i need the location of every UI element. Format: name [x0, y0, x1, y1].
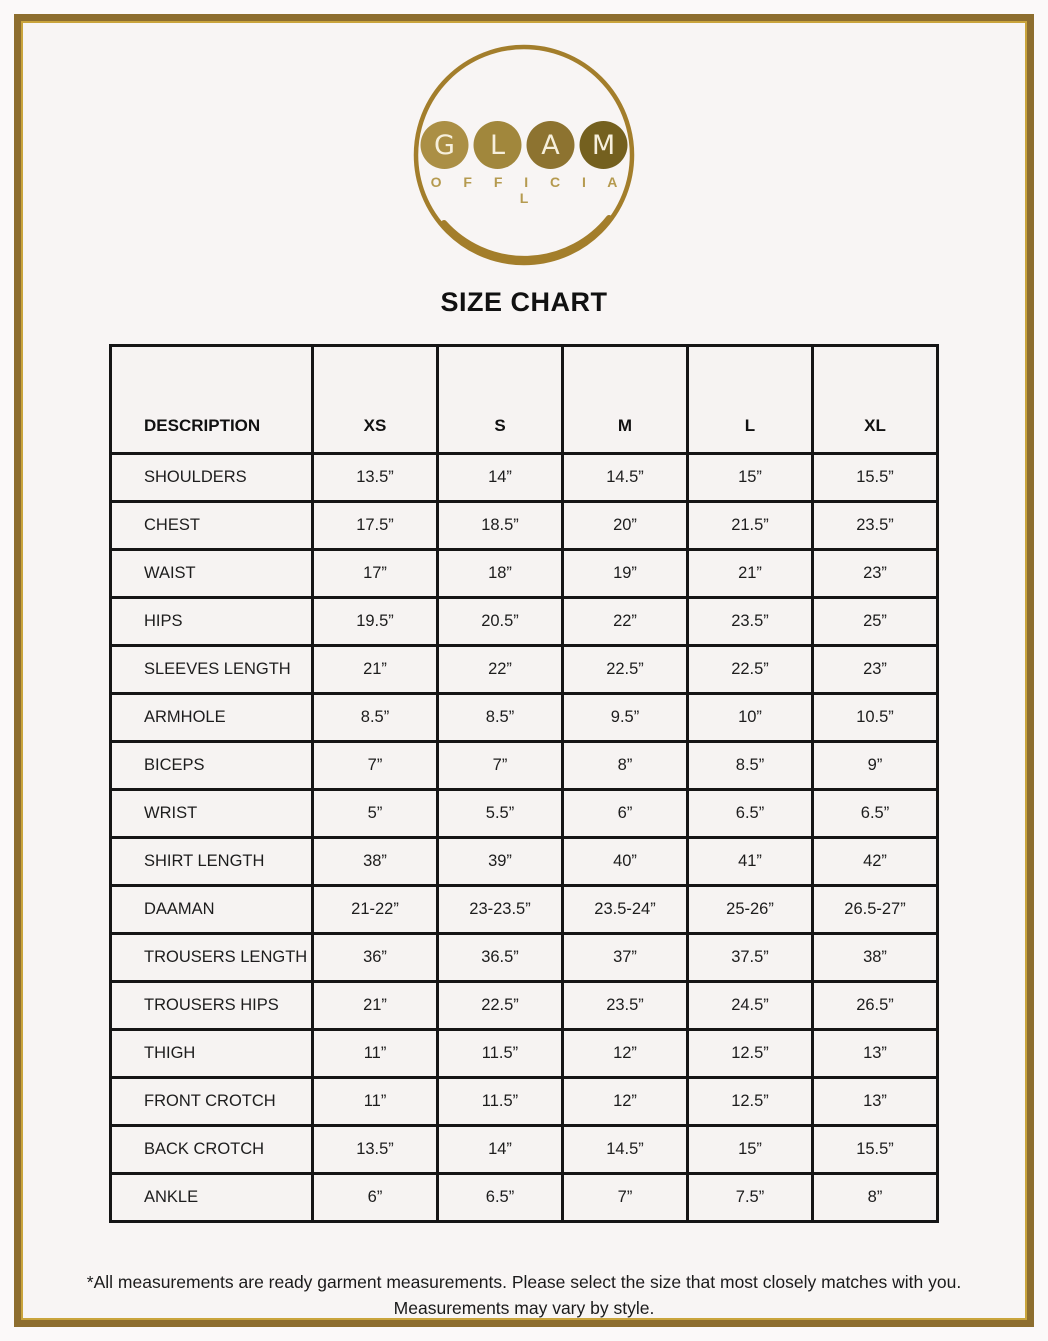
table-row-waist [111, 550, 938, 598]
table-head [111, 346, 938, 454]
measurement-cell-m: 22.5” [563, 646, 688, 694]
measurement-cell-m: 9.5” [563, 694, 688, 742]
measurement-cell-xs: 36” [313, 934, 438, 982]
measurement-cell-xs: 7” [313, 742, 438, 790]
measurement-cell-l: 10” [688, 694, 813, 742]
measurement-cell-m: 14.5” [563, 454, 688, 502]
table-row-shoulders [111, 454, 938, 502]
measurement-cell-xs: 17.5” [313, 502, 438, 550]
table-row-sleeves-length [111, 646, 938, 694]
measurement-cell-xs: 13.5” [313, 1126, 438, 1174]
measurement-cell-xs: 21” [313, 646, 438, 694]
measurement-cell-xs: 19.5” [313, 598, 438, 646]
brand-logo [409, 43, 639, 271]
measurement-cell-s: 22” [438, 646, 563, 694]
logo-letter-circle-g: G [421, 121, 469, 169]
measurement-cell-l: 21” [688, 550, 813, 598]
measurement-cell-xl: 6.5” [813, 790, 938, 838]
table-row-shirt-length [111, 838, 938, 886]
measurement-cell-s: 11.5” [438, 1078, 563, 1126]
measurement-cell-s: 5.5” [438, 790, 563, 838]
measurement-cell-s: 23-23.5” [438, 886, 563, 934]
measurement-cell-m: 40” [563, 838, 688, 886]
measurement-cell-xl: 38” [813, 934, 938, 982]
measurement-cell-s: 18” [438, 550, 563, 598]
measurement-cell-s: 18.5” [438, 502, 563, 550]
row-label: TROUSERS LENGTH [111, 934, 313, 982]
table-row-front-crotch [111, 1078, 938, 1126]
measurement-cell-l: 6.5” [688, 790, 813, 838]
logo-ring-brush-accent [444, 218, 609, 259]
footer-note [21, 1269, 1027, 1322]
table-row-thigh [111, 1030, 938, 1078]
row-label: WAIST [111, 550, 313, 598]
size-chart-table [109, 344, 939, 1223]
row-label: SHOULDERS [111, 454, 313, 502]
row-label: BACK CROTCH [111, 1126, 313, 1174]
row-label: HIPS [111, 598, 313, 646]
measurement-cell-s: 11.5” [438, 1030, 563, 1078]
table-row-trousers-length [111, 934, 938, 982]
measurement-cell-l: 41” [688, 838, 813, 886]
column-header-xs: XS [313, 346, 438, 454]
footer-line-2: Measurements may vary by style. [393, 1298, 655, 1319]
measurement-cell-xs: 13.5” [313, 454, 438, 502]
table-body [111, 454, 938, 1222]
measurement-cell-xs: 38” [313, 838, 438, 886]
measurement-cell-m: 8” [563, 742, 688, 790]
measurement-cell-l: 12.5” [688, 1078, 813, 1126]
gold-frame [14, 14, 1034, 1327]
measurement-cell-s: 8.5” [438, 694, 563, 742]
measurement-cell-l: 22.5” [688, 646, 813, 694]
row-label: SHIRT LENGTH [111, 838, 313, 886]
measurement-cell-l: 25-26” [688, 886, 813, 934]
measurement-cell-xl: 8” [813, 1174, 938, 1222]
content-area [21, 21, 1027, 1322]
column-header-xl: XL [813, 346, 938, 454]
logo-letters [421, 121, 628, 169]
table-row-trousers-hips [111, 982, 938, 1030]
column-header-l: L [688, 346, 813, 454]
measurement-cell-m: 37” [563, 934, 688, 982]
measurement-cell-xs: 8.5” [313, 694, 438, 742]
measurement-cell-m: 7” [563, 1174, 688, 1222]
measurement-cell-l: 15” [688, 454, 813, 502]
measurement-cell-s: 20.5” [438, 598, 563, 646]
logo-letter-circle-a: A [527, 121, 575, 169]
measurement-cell-l: 7.5” [688, 1174, 813, 1222]
measurement-cell-xs: 6” [313, 1174, 438, 1222]
measurement-cell-l: 23.5” [688, 598, 813, 646]
measurement-cell-m: 19” [563, 550, 688, 598]
table-row-armhole [111, 694, 938, 742]
row-label: ANKLE [111, 1174, 313, 1222]
row-label: FRONT CROTCH [111, 1078, 313, 1126]
table-row-ankle [111, 1174, 938, 1222]
table-row-daaman [111, 886, 938, 934]
measurement-cell-xl: 23” [813, 646, 938, 694]
measurement-cell-xl: 13” [813, 1030, 938, 1078]
measurement-cell-xl: 9” [813, 742, 938, 790]
measurement-cell-xl: 13” [813, 1078, 938, 1126]
logo-subtitle: O F F I C I A L [430, 174, 627, 206]
measurement-cell-xs: 5” [313, 790, 438, 838]
measurement-cell-s: 14” [438, 1126, 563, 1174]
measurement-cell-s: 39” [438, 838, 563, 886]
measurement-cell-m: 20” [563, 502, 688, 550]
table-row-hips [111, 598, 938, 646]
footer-line-1: *All measurements are ready garment measurements. Please select the size that most closely matches with you. [86, 1272, 962, 1292]
row-label: CHEST [111, 502, 313, 550]
row-label: THIGH [111, 1030, 313, 1078]
measurement-cell-m: 6” [563, 790, 688, 838]
measurement-cell-xs: 21” [313, 982, 438, 1030]
measurement-cell-xl: 26.5” [813, 982, 938, 1030]
column-header-s: S [438, 346, 563, 454]
measurement-cell-xl: 26.5-27” [813, 886, 938, 934]
table-row-biceps [111, 742, 938, 790]
logo-letter-circle-l: L [474, 121, 522, 169]
measurement-cell-xl: 42” [813, 838, 938, 886]
measurement-cell-xl: 25” [813, 598, 938, 646]
measurement-cell-l: 8.5” [688, 742, 813, 790]
measurement-cell-xs: 11” [313, 1030, 438, 1078]
row-label: TROUSERS HIPS [111, 982, 313, 1030]
column-header-m: M [563, 346, 688, 454]
row-label: DAAMAN [111, 886, 313, 934]
measurement-cell-m: 23.5-24” [563, 886, 688, 934]
measurement-cell-s: 22.5” [438, 982, 563, 1030]
page-title: SIZE CHART [440, 287, 608, 317]
header-row [111, 346, 938, 454]
measurement-cell-l: 21.5” [688, 502, 813, 550]
table-row-chest [111, 502, 938, 550]
measurement-cell-m: 22” [563, 598, 688, 646]
measurement-cell-m: 23.5” [563, 982, 688, 1030]
measurement-cell-xl: 23.5” [813, 502, 938, 550]
table-row-wrist [111, 790, 938, 838]
measurement-cell-s: 14” [438, 454, 563, 502]
measurement-cell-xl: 15.5” [813, 1126, 938, 1174]
measurement-cell-xl: 23” [813, 550, 938, 598]
column-header-description: DESCRIPTION [111, 346, 313, 454]
measurement-cell-xs: 17” [313, 550, 438, 598]
row-label: ARMHOLE [111, 694, 313, 742]
measurement-cell-s: 7” [438, 742, 563, 790]
measurement-cell-s: 36.5” [438, 934, 563, 982]
measurement-cell-l: 37.5” [688, 934, 813, 982]
measurement-cell-s: 6.5” [438, 1174, 563, 1222]
measurement-cell-l: 24.5” [688, 982, 813, 1030]
measurement-cell-m: 14.5” [563, 1126, 688, 1174]
logo-letter-circle-m: M [580, 121, 628, 169]
measurement-cell-l: 12.5” [688, 1030, 813, 1078]
measurement-cell-m: 12” [563, 1078, 688, 1126]
row-label: WRIST [111, 790, 313, 838]
row-label: SLEEVES LENGTH [111, 646, 313, 694]
measurement-cell-m: 12” [563, 1030, 688, 1078]
table-row-back-crotch [111, 1126, 938, 1174]
row-label: BICEPS [111, 742, 313, 790]
measurement-cell-xs: 11” [313, 1078, 438, 1126]
measurement-cell-xl: 10.5” [813, 694, 938, 742]
measurement-cell-xs: 21-22” [313, 886, 438, 934]
measurement-cell-l: 15” [688, 1126, 813, 1174]
measurement-cell-xl: 15.5” [813, 454, 938, 502]
